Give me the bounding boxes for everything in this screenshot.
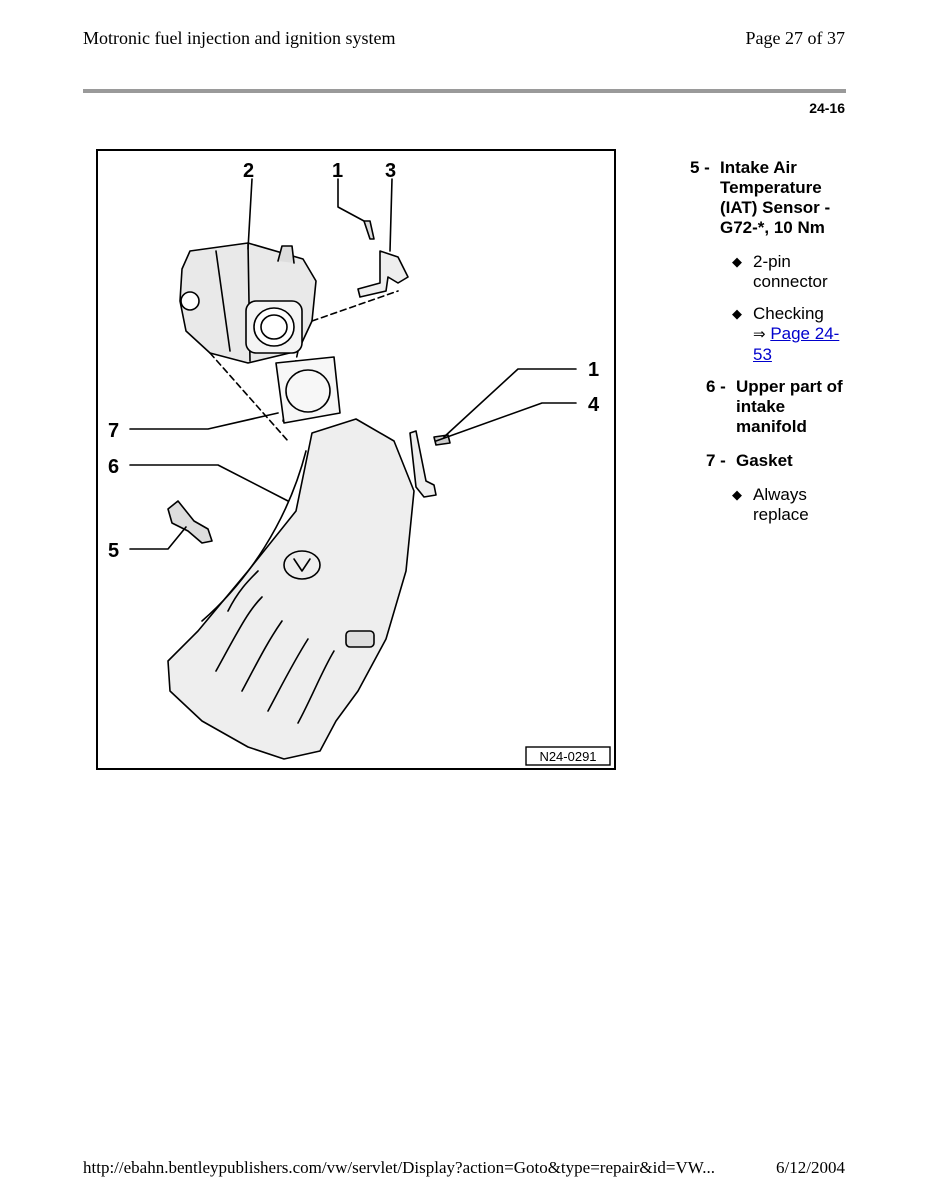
diamond-bullet-icon: ◆ — [732, 306, 742, 321]
legend-item-7-bullet-1 — [690, 485, 850, 525]
document-title: Motronic fuel injection and ignition system — [83, 28, 396, 48]
callout-6: 6 — [108, 456, 120, 478]
bracket-drawing — [358, 251, 408, 297]
legend-item-5-number: 5 - — [690, 158, 710, 177]
legend-item-5-bullet-1 — [690, 252, 850, 292]
intake-manifold-drawing — [168, 419, 414, 759]
callout-1-right: 1 — [588, 359, 600, 381]
callout-4: 4 — [588, 394, 600, 416]
footer-date: 6/12/2004 — [776, 1158, 845, 1177]
callout-3: 3 — [385, 160, 397, 182]
callout-1-top: 1 — [332, 160, 344, 182]
intake-manifold-diagram — [98, 151, 614, 768]
legend-item-5-bullet-2 — [690, 304, 850, 365]
bullet-text: Checking — [753, 304, 824, 323]
diamond-bullet-icon: ◆ — [732, 254, 742, 269]
legend-item-6 — [706, 377, 850, 437]
legend — [690, 158, 850, 537]
callout-7: 7 — [108, 420, 120, 442]
footer-url: http://ebahn.bentleypublishers.com/vw/servlet/Display?action=Goto&type=repair&id=VW... — [83, 1158, 715, 1177]
page-24-53-link[interactable]: Page 24-53 — [753, 324, 840, 364]
bullet-text: Always replace — [753, 485, 809, 524]
right-arrow-icon: ⇒ — [753, 326, 766, 343]
legend-item-7-number: 7 - — [706, 451, 726, 470]
legend-item-7 — [706, 451, 850, 471]
legend-item-5 — [690, 158, 850, 238]
bolt-drawing — [364, 221, 374, 239]
clip-drawing — [410, 431, 436, 497]
legend-item-5-text: Intake Air Temperature (IAT) Sensor -G72-*, 10 Nm — [720, 158, 831, 237]
page-number: Page 27 of 37 — [745, 28, 845, 48]
section-id: 24-16 — [809, 100, 845, 116]
iat-sensor-drawing — [168, 501, 212, 543]
figure-code: N24-0291 — [539, 749, 597, 764]
callout-5: 5 — [108, 540, 120, 562]
legend-item-6-number: 6 - — [706, 377, 726, 396]
bullet-text: 2-pin connector — [753, 252, 828, 291]
exploded-view-figure — [96, 149, 616, 770]
diamond-bullet-icon: ◆ — [732, 487, 742, 502]
legend-item-6-text: Upper part of intake manifold — [736, 377, 843, 436]
header-rule — [83, 89, 846, 93]
legend-item-7-text: Gasket — [736, 451, 793, 470]
callout-2: 2 — [243, 160, 255, 182]
